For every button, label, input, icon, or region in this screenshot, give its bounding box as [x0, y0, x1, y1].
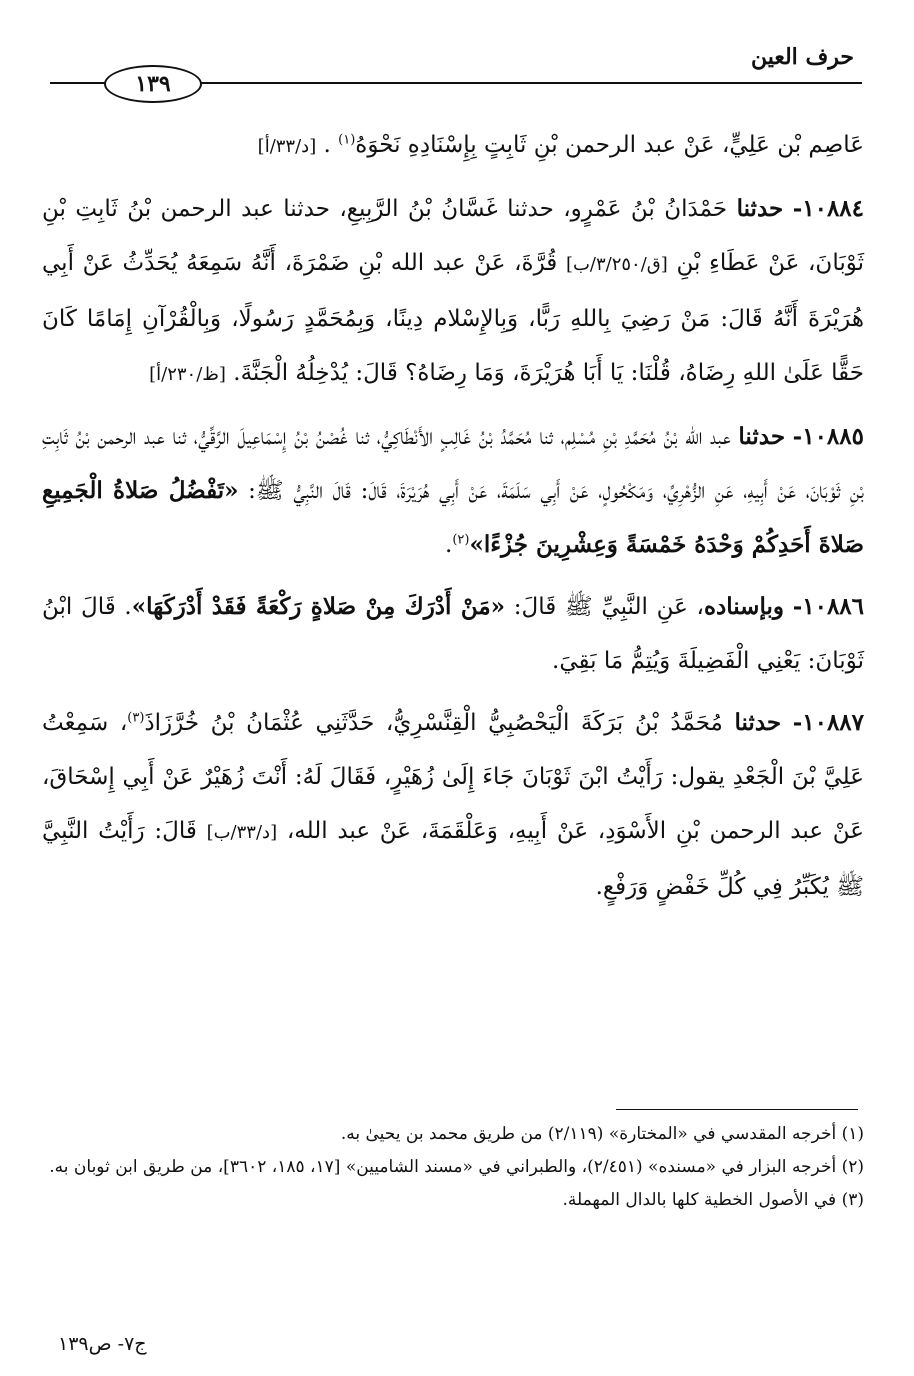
- entry-text: ، عَنِ النَّبِيِّ ﷺ قَالَ:: [513, 594, 704, 620]
- entry-number: ١٠٨٨٥-: [792, 423, 864, 450]
- footnotes: [44, 1118, 864, 1217]
- footnote-2: (٢) أخرجه البزار في «مسنده» (٢/٤٥١)، والطبراني في «مسند الشاميين» [١٧، ١٨٥، ٣٦٠٢]، من طريق ابن ثوبان به.: [49, 1157, 864, 1177]
- chapter-title: حرف العين: [750, 44, 854, 70]
- entry-number: ١٠٨٨٦-: [792, 593, 865, 620]
- footnote-3: (٣) في الأصول الخطية كلها بالدال المهملة.: [562, 1190, 864, 1210]
- hadith-quote: «تَفْضُلُ صَلاةُ الْجَمِيعِ صَلاةَ أَحَدِكُمْ وَحْدَهُ خَمْسَةً وَعِشْرِينَ جُزْءًا»: [42, 477, 864, 558]
- entry-text: حَمْدَانُ بْنُ عَمْرٍو، حدثنا غَسَّانُ بْنُ الرَّبِيعِ، حدثنا عبد الرحمن بْنُ ثَابِتِ بْنِ ثَوْبَانَ، عَنْ عَطَاءِ بْنِ: [42, 196, 865, 276]
- entry-text: عبد الله بْنُ مُحَمَّدِ بْنِ مُسْلِم، ثنا مُحَمَّدُ بْنُ غَالِبٍ الأَنْطَاكِيُّ، ثنا غُصْنُ بْنُ إِسْمَاعِيلَ الرَّقِّيُّ، ثنا عبد الرحمن بْنُ ثَابِتِ بْنِ ثَوْبَانَ، عَنْ أَبِيهِ، عَنِ الزُّهْرِيِّ، وَمَكْحُولٍ، عَنْ أَبِي سَلَمَةَ، عَنْ أَبِي هُرَيْرَةَ، قَالَ: قَالَ النَّبِيُّ ﷺ:: [42, 424, 865, 504]
- footnote-marker: (٢): [452, 532, 470, 548]
- paragraph-text: عَاصِم بْن عَلِيٍّ، عَنْ عبد الرحمن بْنِ ثَابِتٍ بِإِسْنَادِهِ نَحْوَهُ: [355, 132, 864, 158]
- hadith-quote: «مَنْ أَدْرَكَ مِنْ صَلاةٍ رَكْعَةً فَقَدْ أَدْرَكَهَا»: [131, 593, 506, 620]
- entry-text: . قَالَ ابْنُ ثَوْبَانَ: يَعْنِي الْفَضِيلَةَ وَيُتِمُّ مَا بَقِيَ.: [42, 594, 864, 674]
- page-number-badge: ١٣٩: [104, 65, 202, 103]
- hadith-entry-10885: ١٠٨٨٥- حدثنا عبد الله بْنُ مُحَمَّدِ بْنِ مُسْلِم، ثنا مُحَمَّدُ بْنُ غَالِبٍ الأَنْطَاكِيُّ، ثنا غُصْنُ بْنُ إِسْمَاعِيلَ الرَّقِّيُّ، ثنا عبد الرحمن بْنُ ثَابِتِ بْنِ ثَوْبَانَ، عَنْ أَبِيهِ، عَنِ الزُّهْرِيِّ، وَمَكْحُولٍ، عَنْ أَبِي سَلَمَةَ، عَنْ أَبِي هُرَيْرَةَ، قَالَ: قَالَ النَّبِيُّ ﷺ: «تَفْضُلُ صَلاةُ الْجَمِيعِ صَلاةَ أَحَدِكُمْ وَحْدَهُ خَمْسَةً وَعِشْرِينَ جُزْءًا»$^{(٢)}$.: [42, 423, 865, 558]
- entry-text: قَالَ: رَأَيْتُ النَّبِيَّ ﷺ يُكَبِّرُ فِي كُلِّ خَفْضٍ وَرَفْعٍ.: [42, 818, 864, 900]
- volume-page-footer: ج٧- ص١٣٩: [58, 1333, 147, 1355]
- footnote-marker: (٣): [127, 710, 145, 726]
- footnote-rule: [616, 1109, 858, 1110]
- main-text: [42, 118, 864, 914]
- entry-number: ١٠٨٨٧-: [792, 709, 865, 736]
- footnote-1: (١) أخرجه المقدسي في «المختارة» (٢/١١٩) من طريق محمد بن يحيىٰ به.: [340, 1124, 864, 1144]
- manuscript-ref: [ظ/٢٣٠/أ]: [149, 364, 226, 385]
- entry-text: مُحَمَّدُ بْنُ بَرَكَةَ الْيَحْصُبِيُّ الْقِنَّسْرِيُّ، حَدَّثَنِي عُثْمَانُ بْنُ خُرَّزَاذَ: [144, 710, 723, 736]
- hadith-entry-10886: [42, 580, 864, 688]
- entry-keyword: حدثنا: [736, 195, 784, 222]
- manuscript-ref: [د/٣٣/أ]: [257, 136, 317, 157]
- footnote-marker: (١): [338, 132, 356, 148]
- entry-keyword: حدثنا: [738, 423, 786, 450]
- entry-keyword: وبإسناده: [703, 593, 784, 620]
- manuscript-ref: [د/٣٣/ب]: [206, 822, 278, 843]
- manuscript-ref: [ق/٣/٢٥٠/ب]: [565, 254, 668, 275]
- paragraph-continuation: عَاصِم بْن عَلِيٍّ، عَنْ عبد الرحمن بْنِ ثَابِتٍ بِإِسْنَادِهِ نَحْوَهُ$^{(١)}$ . [د/٣٣/أ]: [257, 132, 864, 158]
- entry-number: ١٠٨٨٤-: [792, 195, 865, 222]
- entry-text: قُرَّةَ، عَنْ عبد الله بْنِ ضَمْرَةَ، أَنَّهُ سَمِعَهُ يُحَدِّثُ عَنْ أَبِي هُرَيْرَةَ أَنَّهُ قَالَ: مَنْ رَضِيَ بِاللهِ رَبًّا، وَبِالإِسْلام دِينًا، وَبِمُحَمَّدٍ رَسُولًا، وَبِالْقُرْآنِ إِمَامًا كَانَ حَقًّا عَلَىٰ اللهِ رِضَاهُ، قُلْنَا: يَا أَبَا هُرَيْرَةَ، وَمَا رِضَاهُ؟ قَالَ: يُدْخِلُهُ الْجَنَّةَ.: [42, 250, 864, 386]
- hadith-entry-10884: [42, 182, 864, 402]
- hadith-entry-10887: [42, 696, 864, 914]
- entry-keyword: حدثنا: [734, 709, 782, 736]
- entry-text: ، سَمِعْتُ عَلِيَّ بْنَ الْجَعْدِ يقول: رَأَيْتُ ابْنَ ثَوْبَانَ جَاءَ إِلَىٰ زُهَيْرٍ، فَقَالَ لَهُ: أَنْتَ زُهَيْرٌ عَنْ أَبِي إِسْحَاقَ، عَنْ عبد الرحمن بْنِ الأَسْوَدِ، عَنْ أَبِيهِ، وَعَلْقَمَةَ، عَنْ عبد الله،: [42, 710, 865, 844]
